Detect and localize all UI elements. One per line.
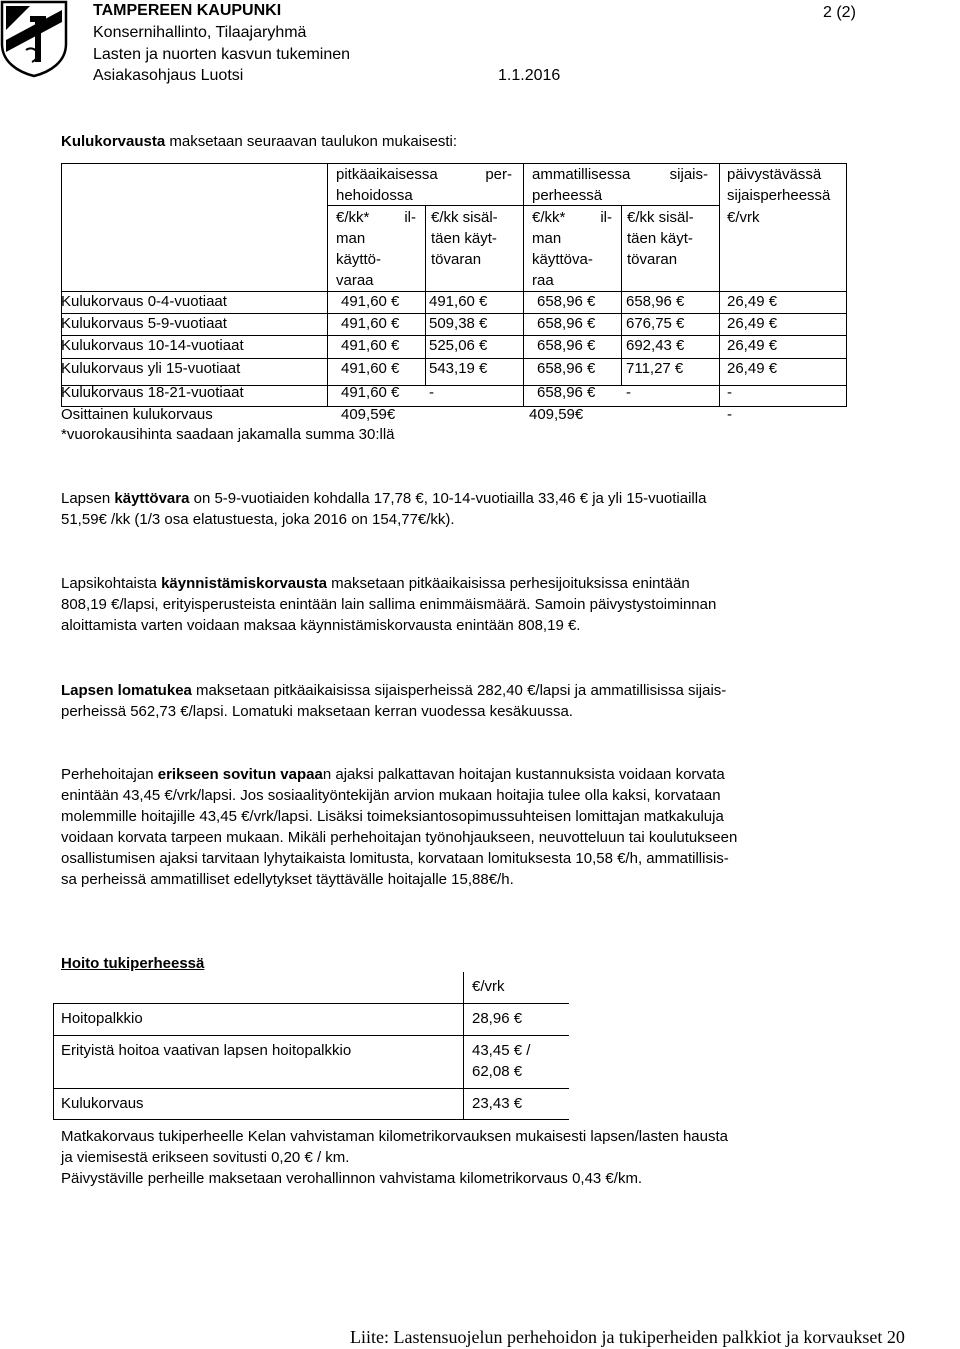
row-value: 43,45 € / — [472, 1042, 531, 1059]
hoito-table — [53, 972, 569, 1120]
cell-c5: - — [727, 406, 732, 423]
subheader-c5: €/vrk — [727, 209, 760, 226]
document-date: 1.1.2016 — [498, 67, 561, 84]
cell-c2: - — [429, 384, 434, 401]
cell-c5: 26,49 € — [727, 315, 778, 332]
service-line: Asiakasohjaus Luotsi — [93, 67, 244, 84]
group-header-line: perheessä — [532, 187, 603, 204]
cell-c34: 409,59€ — [529, 406, 584, 423]
row-value: 23,43 € — [472, 1095, 523, 1112]
matkakorvaus-paragraph — [61, 1126, 896, 1189]
cell-c4: 711,27 € — [626, 360, 684, 377]
text-line: 808,19 €/lapsi, erityisperusteista enintään lain sallima enimmäismäärä. Samoin päivystystoiminnan — [61, 596, 717, 613]
text-line: enintään 43,45 €/vrk/lapsi. Jos sosiaalityöntekijän arvion mukaan hoitajia tulee olla kaksi, korvataan — [61, 787, 721, 804]
cell-c3: 658,96 € — [537, 293, 596, 310]
bold-term: käyttövara — [114, 490, 190, 507]
group-header-line: hehoidossa — [336, 187, 413, 204]
cell-c5: - — [727, 384, 732, 401]
text-line: Päivystäville perheille maksetaan verohallinnon vahvistama kilometrikorvaus 0,43 €/km. — [61, 1170, 643, 1187]
subheader-line: €/kk sisäl- — [627, 209, 694, 226]
cell-c4: - — [626, 384, 631, 401]
subheader-c1 — [336, 207, 416, 291]
vapaa-paragraph — [61, 764, 896, 890]
text-line: osallistumisen ajaksi tarvitaan lyhytaikaista lomitusta, korvataan lomituksesta 10,58 €/h, ammatillisis- — [61, 850, 729, 867]
subheader-line: käyttö- — [336, 251, 382, 268]
group-header-paivystava: päivystävässä — [727, 166, 822, 183]
cell-c3: 658,96 € — [537, 384, 596, 401]
cell-c2: 509,38 € — [429, 315, 488, 332]
subheader-line: raa — [532, 272, 554, 289]
subheader-c4 — [627, 207, 715, 270]
text: maksetaan pitkäaikaisissa perhesijoituksissa enintään — [327, 575, 690, 592]
cell-c2: 525,06 € — [429, 337, 488, 354]
row-label: Osittainen kulukorvaus — [61, 406, 213, 423]
subheader-line: käyttöva- — [532, 251, 593, 268]
table-intro — [61, 133, 457, 150]
subheader-c2 — [431, 207, 519, 270]
cell-c5: 26,49 € — [727, 293, 778, 310]
cell-c4: 676,75 € — [626, 315, 685, 332]
hoito-section-title: Hoito tukiperheessä — [61, 955, 205, 972]
row-label: Kulukorvaus yli 15-vuotiaat — [61, 360, 241, 377]
text-line: molemmille hoitajille 43,45 €/vrk/lapsi. Lisäksi toimeksiantosopimussuhteisen lomittajan matkakuluja — [61, 808, 724, 825]
row-label: Kulukorvaus 18-21-vuotiaat — [61, 384, 244, 401]
bold-term: käynnistämiskorvausta — [161, 575, 327, 592]
organization-name: TAMPEREEN KAUPUNKI — [93, 2, 282, 19]
text-line: 51,59€ /kk (1/3 osa elatustuesta, joka 2016 on 154,77€/kk). — [61, 511, 455, 528]
intro-text: maksetaan seuraavan taulukon mukaisesti: — [165, 133, 458, 150]
cell-c3: 658,96 € — [537, 360, 596, 377]
subheader-line: €/kk* il- — [532, 209, 612, 226]
text-line: Matkakorvaus tukiperheelle Kelan vahvistaman kilometrikorvauksen mukaisesti lapsen/lasten hausta — [61, 1128, 729, 1145]
subheader-line: €/kk sisäl- — [431, 209, 498, 226]
cell-c3: 658,96 € — [537, 337, 596, 354]
row-label: Kulukorvaus — [61, 1095, 144, 1112]
kaynnistamiskorvaus-paragraph — [61, 573, 896, 636]
subheader-line: täen käyt- — [627, 230, 693, 247]
text: n ajaksi palkattavan hoitajan kustannuksista voidaan korvata — [322, 766, 725, 783]
department-line: Konsernihallinto, Tilaajaryhmä — [93, 24, 307, 41]
subheader-c3 — [532, 207, 612, 291]
group-header-pitkaaikainen — [336, 164, 512, 185]
row-value: 28,96 € — [472, 1010, 523, 1027]
subheader-line: €/kk* il- — [336, 209, 416, 226]
unit-line: Lasten ja nuorten kasvun tukeminen — [93, 46, 351, 63]
footer-attachment-title: Liite: Lastensuojelun perhehoidon ja tukiperheiden palkkiot ja korvaukset 20 — [350, 1327, 905, 1347]
cell-c1: 491,60 € — [341, 384, 400, 401]
text-line: sa perheissä ammatilliset edellytykset täyttävälle hoitajalle 15,88€/h. — [61, 871, 514, 888]
text: maksetaan pitkäaikaisissa sijaisperheissä 282,40 €/lapsi ja ammatillisissa sijais- — [191, 682, 727, 699]
city-coat-of-arms-logo — [0, 0, 70, 78]
text: Perhehoitajan — [61, 766, 158, 783]
group-header-line: ammatillisessa sijais- — [532, 166, 708, 183]
cell-c4: 658,96 € — [626, 293, 685, 310]
cell-c1: 491,60 € — [341, 337, 400, 354]
row-label: Kulukorvaus 0-4-vuotiaat — [61, 293, 227, 310]
cell-c1: 491,60 € — [341, 315, 400, 332]
subheader-line: tövaran — [627, 251, 678, 268]
text-line: perheissä 562,73 €/lapsi. Lomatuki maksetaan kerran vuodessa kesäkuussa. — [61, 703, 573, 720]
group-header-line: pitkäaikaisessa per- — [336, 166, 512, 183]
intro-bold: Kulukorvausta — [61, 133, 166, 150]
cell-c5: 26,49 € — [727, 360, 778, 377]
table-footnote: *vuorokausihinta saadaan jakamalla summa 30:llä — [61, 426, 395, 443]
text-line: voidaan korvata tarpeen mukaan. Mikäli perhehoitajan työnohjaukseen, neuvotteluun tai koulutukseen — [61, 829, 738, 846]
cell-c4: 692,43 € — [626, 337, 685, 354]
cell-c2: 491,60 € — [429, 293, 488, 310]
kayttovara-paragraph — [61, 488, 896, 530]
page-number: 2 (2) — [823, 4, 856, 21]
text-line: ja viemisestä erikseen sovitusti 0,20 € / km. — [61, 1149, 350, 1166]
text-line: aloittamista varten voidaan maksaa käynnistämiskorvausta enintään 808,19 €. — [61, 617, 581, 634]
cell-c1: 491,60 € — [341, 360, 400, 377]
text: Lapsikohtaista — [61, 575, 162, 592]
subheader-line: man — [336, 230, 366, 247]
subheader-line: täen käyt- — [431, 230, 497, 247]
cell-c1: 491,60 € — [341, 293, 400, 310]
text: on 5-9-vuotiaiden kohdalla 17,78 €, 10-14-vuotiailla 33,46 € ja yli 15-vuotiailla — [189, 490, 707, 507]
text: Lapsen — [61, 490, 115, 507]
group-header-line: sijaisperheessä — [727, 187, 831, 204]
kulukorvaus-table — [61, 163, 847, 428]
subheader-line: tövaran — [431, 251, 482, 268]
cell-c12: 409,59€ — [341, 406, 396, 423]
row-label: Erityistä hoitoa vaativan lapsen hoitopalkkio — [61, 1042, 352, 1059]
row-value: 62,08 € — [472, 1063, 523, 1080]
subheader-line: man — [532, 230, 562, 247]
subheader-line: varaa — [336, 272, 374, 289]
row-label: Hoitopalkkio — [61, 1010, 143, 1027]
hoito-column-header: €/vrk — [472, 978, 505, 995]
cell-c5: 26,49 € — [727, 337, 778, 354]
cell-c2: 543,19 € — [429, 360, 488, 377]
cell-c3: 658,96 € — [537, 315, 596, 332]
lomatuki-paragraph — [61, 680, 896, 722]
bold-term: Lapsen lomatukea — [61, 682, 192, 699]
row-label: Kulukorvaus 10-14-vuotiaat — [61, 337, 244, 354]
bold-term: erikseen sovitun vapaa — [157, 766, 323, 783]
row-label: Kulukorvaus 5-9-vuotiaat — [61, 315, 227, 332]
group-header-ammatillinen — [532, 164, 708, 185]
